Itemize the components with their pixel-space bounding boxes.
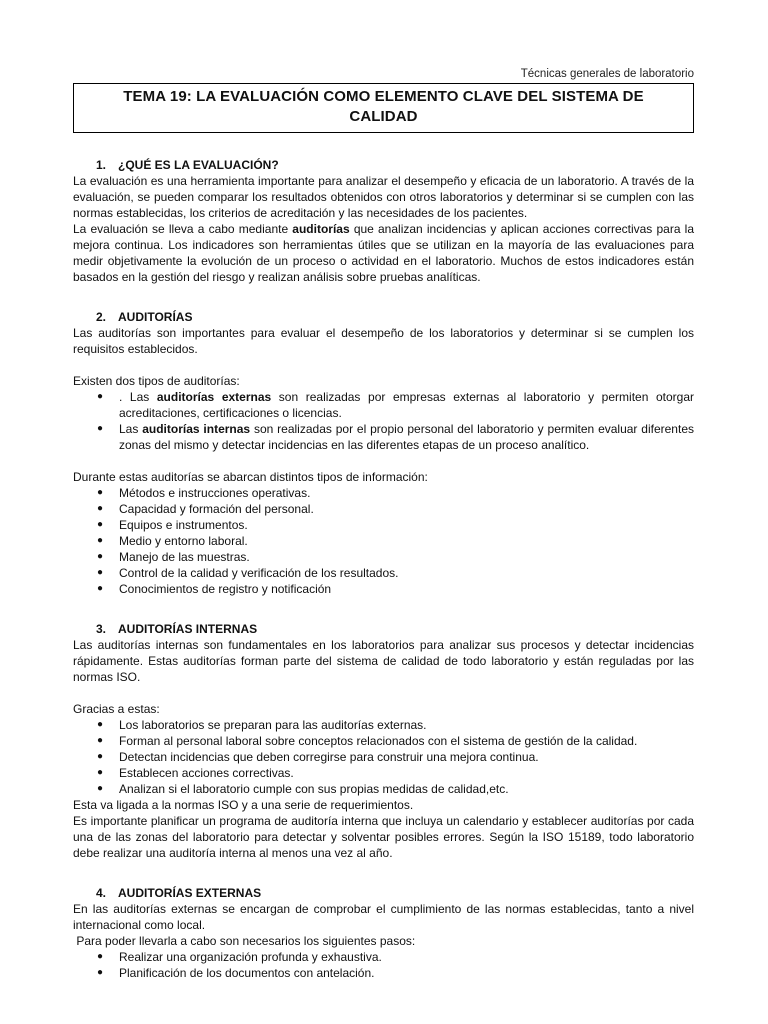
bullet-icon: ● [97,391,104,402]
list-item: ● Manejo de las muestras. [97,550,250,564]
thanks-intro: Gracias a estas: [73,702,160,716]
bullet-icon: ● [97,551,104,562]
bullet-icon: ● [97,519,104,530]
list-item: ● Conocimientos de registro y notificación [97,582,332,596]
info-types-list [73,485,694,597]
section-1-paragraph-2: La evaluación se lleva a cabo mediante auditorías que analizan incidencias y aplican acciones correctivas para la mejora continua. Los indicadores son herramientas útiles que se utilizan en la mayoría de las evaluaciones para medir objetivamente la evolución de un proceso o actividad en el laboratorio. Muchos de estos indicadores están basados en la gestión del riesgo y realizan análisis sobre pruebas analíticas. [73,222,694,284]
title-line-1: TEMA 19: LA EVALUACIÓN COMO ELEMENTO CLAVE DEL SISTEMA DE [123,88,644,105]
section-4-paragraph-2: Para poder llevarla a cabo son necesarios los siguientes pasos: [73,934,416,948]
section-4-heading: 4. AUDITORÍAS EXTERNAS [96,886,262,900]
section-3-paragraph-2: Esta va ligada a la normas ISO y a una serie de requerimientos. [73,798,414,812]
bullet-icon: ● [97,535,104,546]
internal-benefits-list [73,717,694,797]
running-header: Técnicas generales de laboratorio [520,68,694,80]
bullet-icon: ● [97,783,104,794]
list-item: ● Equipos e instrumentos. [97,518,248,532]
list-item: ● Detectan incidencias que deben corregirse para construir una mejora continua. [97,750,539,764]
bullet-icon: ● [97,487,104,498]
list-item: ● Establecen acciones correctivas. [97,766,294,780]
bullet-icon: ● [97,735,104,746]
bullet-icon: ● [97,567,104,578]
section-2-heading: 2. AUDITORÍAS [96,310,193,324]
section-1-paragraph-1: La evaluación es una herramienta importante para analizar el desempeño y eficacia de un laboratorio. A través de la evaluación, se pueden comparar los resultados obtenidos con otros laboratorios y determinar si se cumplen con las normas establecidas, los criterios de acreditación y las necesidades de los pacientes. [73,174,694,220]
list-item: ● Analizan si el laboratorio cumple con sus propias medidas de calidad,etc. [97,782,509,796]
list-item: ● Forman al personal laboral sobre conceptos relacionados con el sistema de gestión de la calidad. [97,734,638,748]
section-1-heading: 1. ¿QUÉ ES LA EVALUACIÓN? [96,158,279,172]
info-intro: Durante estas auditorías se abarcan distintos tipos de información: [73,470,428,484]
bullet-icon: ● [97,951,104,962]
types-intro: Existen dos tipos de auditorías: [73,374,240,388]
title-box [73,83,694,133]
list-item: ● Planificación de los documentos con antelación. [97,966,375,980]
section-4-paragraph-1: En las auditorías externas se encargan de comprobar el cumplimiento de las normas establecidas, tanto a nivel internacional como local. [73,902,694,932]
bullet-icon: ● [97,583,104,594]
list-item: ● Control de la calidad y verificación de los resultados. [97,566,399,580]
section-3-paragraph-1: Las auditorías internas son fundamentales en los laboratorios para analizar sus procesos y detectar incidencias rápidamente. Estas auditorías forman parte del sistema de calidad de todo laboratorio y están reguladas por las normas ISO. [73,638,694,684]
bullet-icon: ● [97,423,104,434]
list-item: ● Medio y entorno laboral. [97,534,248,548]
list-item: ● Los laboratorios se preparan para las auditorías externas. [97,718,427,732]
bullet-icon: ● [97,719,104,730]
list-item: ● Las auditorías internas son realizadas por el propio personal del laboratorio y permiten evaluar diferentes zonas del mismo y detectar incidencias en las diferentes etapas de un proceso analítico. [97,422,694,452]
section-3-paragraph-3: Es importante planificar un programa de auditoría interna que incluya un calendario y establecer auditorías por cada una de las zonas del laboratorio para detectar y solventar posibles errores. Según la ISO 15189, todo laboratorio debe realizar una auditoría interna al menos una vez al año. [73,814,694,860]
list-item: ● Capacidad y formación del personal. [97,502,314,516]
list-item: ● . Las auditorías externas son realizadas por empresas externas al laboratorio y permiten otorgar acreditaciones, certificaciones o licencias. [97,390,694,420]
title-line-2: CALIDAD [349,108,418,125]
section-3-heading: 3. AUDITORÍAS INTERNAS [96,622,258,636]
bullet-icon: ● [97,503,104,514]
document-page [73,66,694,981]
section-2-paragraph-1: Las auditorías son importantes para evaluar el desempeño de los laboratorios y determinar si se cumplen los requisitos establecidos. [73,326,694,356]
external-steps-list [73,949,694,981]
bullet-icon: ● [97,967,104,978]
bullet-icon: ● [97,767,104,778]
list-item: ● Métodos e instrucciones operativas. [97,486,311,500]
list-item: ● Realizar una organización profunda y exhaustiva. [97,950,382,964]
audit-types-list [73,389,694,453]
bullet-icon: ● [97,751,104,762]
